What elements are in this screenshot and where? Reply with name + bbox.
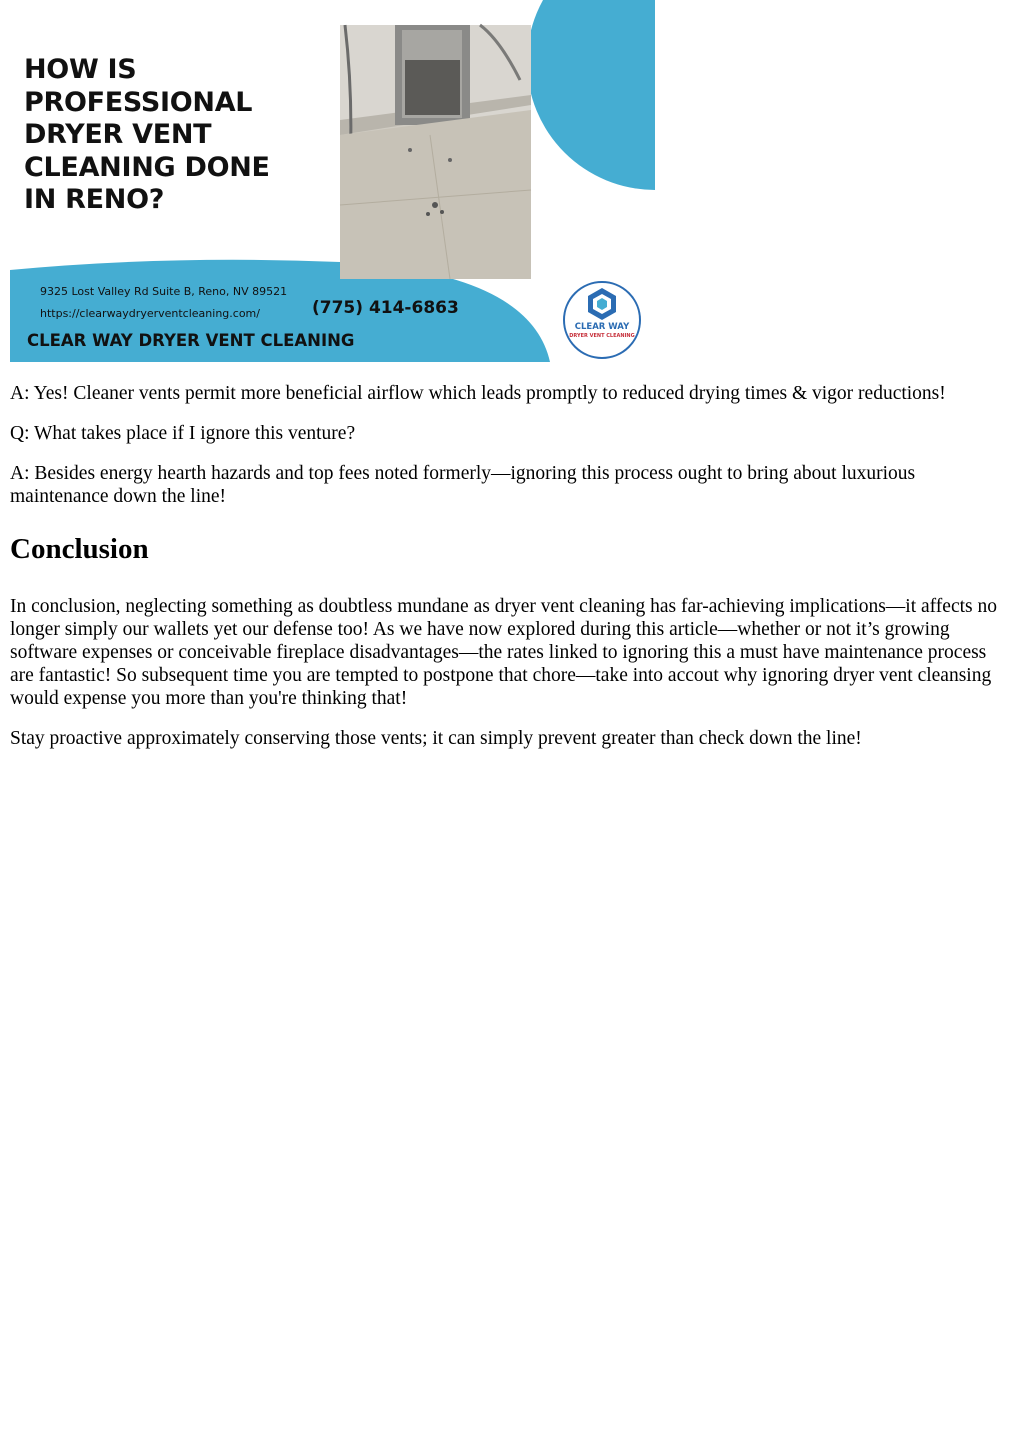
banner-url: https://clearwaydryerventcleaning.com/: [40, 307, 260, 320]
faq-question: Q: What takes place if I ignore this venture?: [10, 423, 356, 444]
dryer-vent-photo: [340, 25, 531, 279]
faq-answer: A: Besides energy hearth hazards and top fees noted formerly—ignoring this process ought to bring about luxurious maintenance down the line!: [10, 463, 916, 507]
banner-address: 9325 Lost Valley Rd Suite B, Reno, NV 89521: [40, 285, 288, 298]
banner-phone: (775) 414-6863: [312, 298, 459, 318]
conclusion-paragraph: Stay proactive approximately conserving those vents; it can simply prevent greater than check down the line!: [10, 728, 862, 749]
conclusion-paragraph: In conclusion, neglecting something as doubtless mundane as dryer vent cleaning has far-achieving implications—it affects no longer simply our wallets yet our defense too! As we have now explored during this article—whether or not it’s growing software expenses or conceivable fireplace disadvantages—the rates linked to ignoring this a must have maintenance process are fantastic! So subsequent time you are tempted to postpone that chore—take into accout why ignoring dryer vent cleansing would expense you more than you're thinking that!: [10, 596, 997, 709]
promo-banner: [10, 0, 655, 362]
clear-way-logo: [564, 282, 640, 358]
logo-name: CLEAR WAY: [574, 322, 630, 332]
blue-circle-top: [527, 0, 655, 190]
section-heading: Conclusion: [10, 533, 149, 565]
faq-answer: A: Yes! Cleaner vents permit more beneficial airflow which leads promptly to reduced drying times & vigor reductions!: [10, 383, 946, 404]
banner-headline: HOW IS PROFESSIONAL DRYER VENT CLEANING DONE IN RENO?: [24, 54, 270, 215]
banner-company-name: CLEAR WAY DRYER VENT CLEANING: [27, 331, 355, 350]
article-content: [10, 382, 1010, 767]
logo-tagline: DRYER VENT CLEANING: [569, 333, 635, 339]
